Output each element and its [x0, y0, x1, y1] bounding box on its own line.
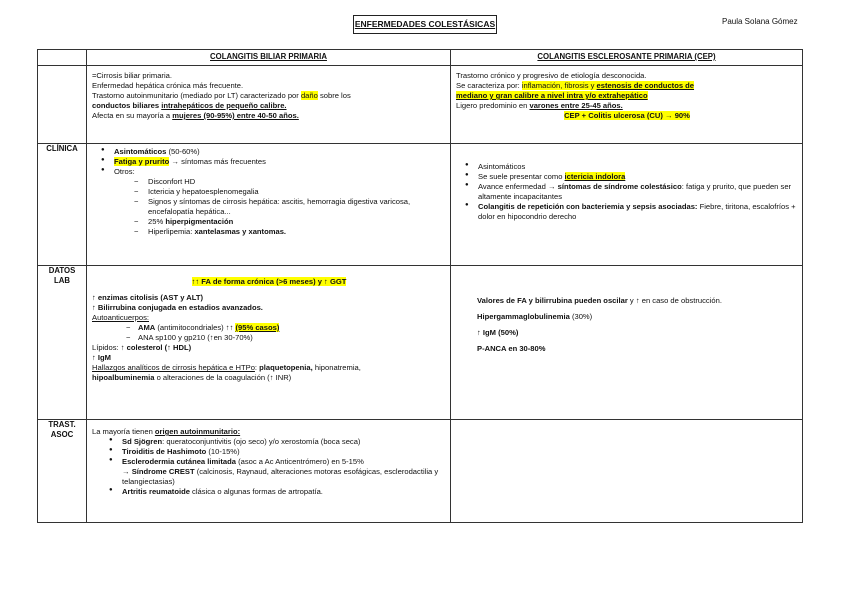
header-row: [38, 50, 803, 66]
clinica-row: [38, 144, 803, 266]
list-item: − Disconfort HD: [114, 177, 446, 187]
author-name: Paula Solana Gómez: [722, 17, 798, 26]
list-item: ● Sd Sjögren: queratoconjuntivitis (ojo seco) y/o xerostomía (boca seca): [100, 437, 446, 447]
cbp-trast-cell: [87, 420, 451, 523]
trast-asoc-row: [38, 420, 803, 523]
list-item: ● Tiroiditis de Hashimoto (10-15%): [100, 447, 446, 457]
cep-intro-line: Se caracteriza por: inflamación, fibrosis y estenosis de conductos de: [456, 81, 695, 91]
list-item: ● Colangitis de repetición con bacteriemia y sepsis asociadas: Fiebre, tiritona, escalofríos + dolor en hipocondrio derecho: [456, 202, 798, 222]
comparison-table: [37, 49, 803, 523]
cbp-trast-line: La mayoría tienen origen autoinmunitario:: [92, 427, 241, 436]
cbp-lab-line: Hallazgos analíticos de cirrosis hepática e HTPo: plaquetopenia, hiponatremia,: [92, 363, 361, 373]
intro-label-cell: [38, 66, 87, 144]
cep-lab-line: Hipergammaglobulinemia (30%): [477, 312, 593, 322]
cep-intro-line: Trastorno crónico y progresivo de etiología desconocida.: [456, 71, 647, 80]
list-item: − ANA sp100 y gp210 (↑en 30-70%): [92, 333, 446, 343]
intro-row: [38, 66, 803, 144]
cbp-lab-line: hipoalbuminemia o alteraciones de la coagulación (↑ INR): [92, 373, 292, 383]
cep-intro-line: Ligero predominio en varones entre 25-45 años.: [456, 101, 623, 111]
row-label-clinica: CLÍNICA: [38, 144, 87, 266]
cep-intro-line: mediano y gran calibre a nivel intra y/o extrahepático: [456, 91, 648, 101]
cbp-lab-line: Lípidos: ↑ colesterol (↑ HDL): [92, 343, 192, 353]
list-item: − 25% hiperpigmentación: [114, 217, 446, 227]
cbp-clinica-cell: [87, 144, 451, 266]
list-item: − AMA (antimitocondriales) ↑↑ (95% casos): [92, 323, 446, 333]
list-item: − Ictericia y hepatoesplenomegalia: [114, 187, 446, 197]
list-item: ● Avance enfermedad → síntomas de síndrome colestásico: fatiga y prurito, que pueden ser altamente incapacitantes: [456, 182, 798, 202]
cbp-intro-cell: [87, 66, 451, 144]
cbp-lab-line: ↑ IgM: [92, 353, 111, 363]
cbp-lab-line: ↑↑ FA de forma crónica (>6 meses) y ↑ GGT: [191, 277, 347, 286]
cep-lab-cell: [451, 266, 803, 420]
list-item: − Signos y síntomas de cirrosis hepática: ascitis, hemorragia digestiva varicosa, encefalopatía hepática...: [114, 197, 446, 217]
row-label-datos-lab: DATOS LAB: [38, 266, 87, 420]
header-cep: COLANGITIS ESCLEROSANTE PRIMARIA (CEP): [451, 50, 803, 66]
list-item: ● Artritis reumatoide clásica o algunas formas de artropatía.: [100, 487, 446, 497]
cep-intro-cell: [451, 66, 803, 144]
cep-lab-line: ↑ IgM (50%): [477, 328, 519, 338]
datos-lab-row: [38, 266, 803, 420]
cep-intro-line: CEP + Colitis ulcerosa (CU) → 90%: [564, 111, 690, 121]
cbp-lab-line: Autoanticuerpos:: [92, 313, 149, 323]
cbp-intro-line: Afecta en su mayoría a mujeres (90-95%) entre 40-50 años.: [92, 111, 299, 121]
list-item: − Hiperlipemia: xantelasmas y xantomas.: [114, 227, 446, 237]
cep-clinica-cell: [451, 144, 803, 266]
cbp-lab-line: ↑ Bilirrubina conjugada en estadios avanzados.: [92, 303, 263, 313]
cbp-lab-cell: [87, 266, 451, 420]
list-item: ● Asintomáticos: [456, 162, 798, 172]
list-item: ● Fatiga y prurito → síntomas más frecuentes: [92, 157, 446, 167]
list-item: ● Esclerodermia cutánea limitada (asoc a Ac Anticentrómero) en 5-15% → Síndrome CREST (calcinosis, Raynaud, alteraciones motoras esofágicas, esclerodactilia y telangiectasias): [100, 457, 446, 487]
cbp-intro-line: Enfermedad hepática crónica más frecuente.: [92, 81, 244, 91]
list-item: ● Se suele presentar como ictericia indolora: [456, 172, 798, 182]
row-label-trast-asoc: TRAST. ASOC: [38, 420, 87, 523]
header-cbp: COLANGITIS BILIAR PRIMARIA: [87, 50, 451, 66]
cbp-intro-line: Trastorno autoinmunitario (mediado por LT) caracterizado por daño sobre los: [92, 91, 351, 101]
cbp-intro-line: conductos biliares intrahepáticos de pequeño calibre.: [92, 101, 287, 111]
document-title: ENFERMEDADES COLESTÁSICAS: [353, 15, 497, 34]
cep-trast-cell: [451, 420, 803, 523]
cbp-intro-line: =Cirrosis biliar primaria.: [92, 71, 172, 80]
list-item: ● Asintomáticos (50-60%): [92, 147, 446, 157]
empty-corner-cell: [38, 50, 87, 66]
list-item: ● Otros: − Disconfort HD − Ictericia y hepatoesplenomegalia − Signos y síntomas de cirrosis hepática: ascitis, hemorragia digestiva varicosa, encefalopatía hepática... − 25% hiperpigmentación − Hiperlipemia: xantelasmas y xantomas.: [92, 167, 446, 237]
cep-lab-line: Valores de FA y bilirrubina pueden oscilar y ↑ en caso de obstrucción.: [477, 296, 722, 305]
cep-lab-line: P-ANCA en 30-80%: [477, 344, 546, 354]
cbp-lab-line: ↑ enzimas citolisis (AST y ALT): [92, 293, 203, 303]
